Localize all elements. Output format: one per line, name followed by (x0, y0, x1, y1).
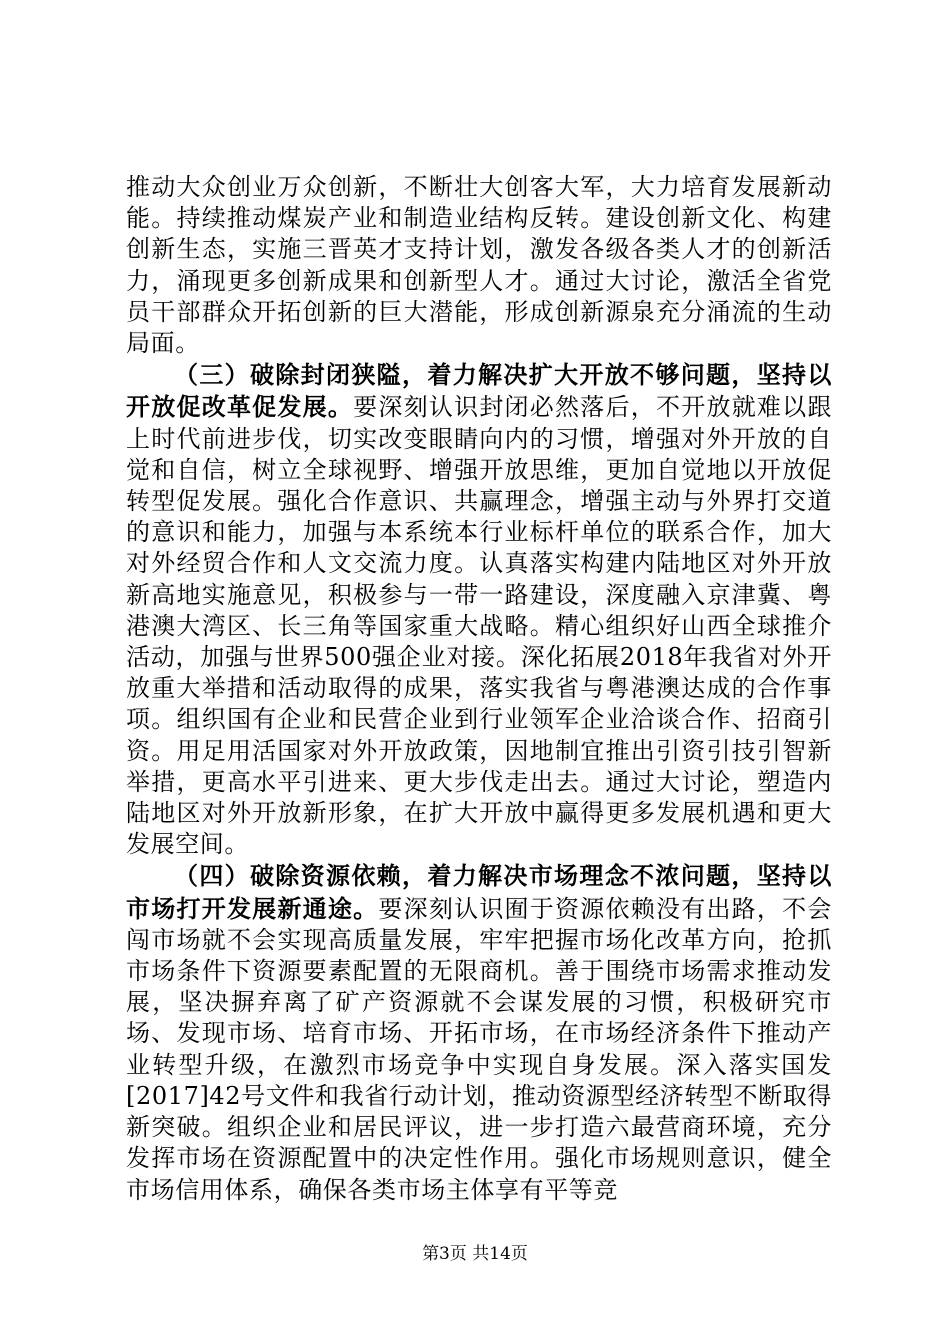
section-4-body: 要深刻认识囿于资源依赖没有出路，不会闯市场就不会实现高质量发展，牢牢把握市场化改革方向，抢抓市场条件下资源要素配置的无限商机。善于围绕市场需求推动发展，坚决摒弃离了矿产资源就不会谋发展的习惯，积极研究市场、发现市场、培育市场、开拓市场，在市场经济条件下推动产业转型升级，在激烈市场竞争中实现自身发展。深入落实国发[2017]42号文件和我省行动计划，推动资源型经济转型不断取得新突破。组织企业和居民评议，进一步打造六最营商环境，充分发挥市场在资源配置中的决定性作用。强化市场规则意识，健全市场信用体系，确保各类市场主体享有平等竞 (126, 894, 832, 1204)
paragraph-section-4 (126, 860, 832, 1205)
paragraph-section-3 (126, 359, 832, 860)
section-3-heading: （三）破除封闭狭隘，着力解决扩大开放不够问题，坚持以开放促改革促发展。 (126, 360, 832, 422)
document-body (126, 172, 832, 1206)
paragraph-continuation: 推动大众创业万众创新，不断壮大创客大军，大力培育发展新动能。持续推动煤炭产业和制造业结构反转。建设创新文化、构建创新生态，实施三晋英才支持计划，激发各级各类人才的创新活力，涌现更多创新成果和创新型人才。通过大讨论，激活全省党员干部群众开拓创新的巨大潜能，形成创新源泉充分涌流的生动局面。 (126, 173, 832, 358)
page-footer (0, 1239, 950, 1264)
section-4-heading: （四）破除资源依赖，着力解决市场理念不浓问题，坚持以市场打开发展新通途。 (126, 861, 832, 923)
page-number-label: 第3页 共14页 (422, 1244, 528, 1264)
section-3-body: 要深刻认识封闭必然落后，不开放就难以跟上时代前进步伐，切实改变眼睛向内的习惯，增强对外开放的自觉和自信，树立全球视野、增强开放思维，更加自觉地以开放促转型促发展。强化合作意识、共赢理念，增强主动与外界打交道的意识和能力，加强与本系统本行业标杆单位的联系合作，加大对外经贸合作和人文交流力度。认真落实构建内陆地区对外开放新高地实施意见，积极参与一带一路建设，深度融入京津冀、粤港澳大湾区、长三角等国家重大战略。精心组织好山西全球推介活动，加强与世界500强企业对接。深化拓展2018年我省对外开放重大举措和活动取得的成果，落实我省与粤港澳达成的合作事项。组织国有企业和民营企业到行业领军企业洽谈合作、招商引资。用足用活国家对外开放政策，因地制宜推出引资引技引智新举措，更高水平引进来、更大步伐走出去。通过大讨论，塑造内陆地区对外开放新形象，在扩大开放中赢得更多发展机遇和更大发展空间。 (126, 393, 832, 859)
